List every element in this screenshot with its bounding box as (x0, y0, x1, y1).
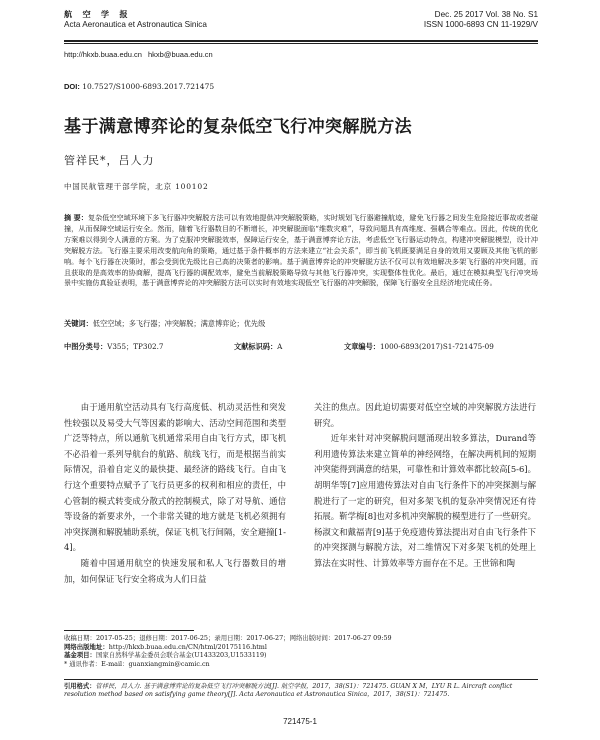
citation-rule (64, 679, 538, 680)
author-affiliation: 中国民航管理干部学院，北京 100102 (64, 182, 209, 191)
keywords-label: 关键词： (64, 319, 93, 328)
body-paragraph: 近年来针对冲突解脱问题涌现出较多算法，Durand等利用遗传算法来建立简单的神经网络，在解决两机间的短期冲突能得到满意的结果，可靠性和计算效率都比较高[5-6]。胡明华等[7]应用遗传算法对自由飞行条件下的冲突探测与解脱进行了一定的研究，但对多架飞机的复杂冲突情况还有待拓展。靳学梅[8]也对多机冲突解脱的模型进行了一些研究。杨淑文和戴福青[9]基于免疫遗传算法提出对自由飞行条件下的冲突探测与解脱方法，对二维情况下对多架飞机的处理上算法在实时性、计算效率等方面存在不足。王世锦和陶 (314, 433, 536, 568)
abstract-label: 摘 要： (64, 213, 88, 222)
citation-text: 管祥民，吕人力. 基于满意博弈论的复杂低空飞行冲突解脱方法[J]. 航空学报，2017，38(S1)：721475. GUAN X M，LYU R L. Aircraft conflict resolution method based on satisfying game theory[J]. Acta Aeronautica et Astronautica Sinica，2017，38(S1)：721475. (64, 683, 513, 699)
issn-cn-codes: ISSN 1000-6893 CN 11-1929/V (423, 20, 538, 29)
journal-website-link[interactable]: http://hkxb.buaa.edu.cn (64, 50, 142, 59)
page-number: 721475-1 (283, 717, 317, 726)
abstract-text: 复杂低空空域环境下多飞行器冲突解脱方法可以有效地提供冲突解脱策略，实时规划飞行器避撞航迹，避免飞行器之间发生危险接近事故或者碰撞，从而保障空域运行安全。然而，随着飞行器数目的不断增长，冲突解脱面临“维数灾难”，导致问题具有高维度、强耦合等难点。因此，传统的优化方案难以得到令人满意的方案。为了克服冲突解脱效率，保障运行安全，基于满意博弈论方法，考虑低空飞行器运动特点，构建冲突解脱模型，设计冲突解脱方法。飞行器主要采用改变航向角的策略，通过基于条件概率的方法来建立“社会关系”，即当前飞机既要满足自身的效用又要顾及其他飞机的影响。每个飞行器在决策时，都会受到优先级比自己高的决策者的影响。基于满意博弈论的冲突解脱方法不仅可以有效地解决多架飞行器的冲突问题，而且获取的是高效率的协商解，提高飞行器的调配效率，避免当前解脱策略导致与其他飞行器冲突，实现整体性优化。最后，通过在模拟典型飞行冲突场景中实施仿真验证表明，基于满意博弈论的冲突解脱方法可以实时有效地实现低空飞行器的冲突解脱，保障飞行器安全且经济地完成任务。 (64, 213, 538, 288)
journal-name-en: Acta Aeronautica et Astronautica Sinica (64, 20, 207, 29)
citation-label: 引用格式： (64, 683, 96, 690)
issue-date-volume: Dec. 25 2017 Vol. 38 No. S1 (434, 10, 538, 19)
journal-email-link[interactable]: hkxb@buaa.edu.cn (147, 50, 213, 59)
body-paragraph: 由于通用航空活动具有飞行高度低、机动灵活性和突发性较强以及易受大气等因素的影响大、活动空间范围和类型广泛等特点，所以通航飞机通常采用自由飞行方式，即飞机不必沿着一系列导航台的航路、航线飞行，而是根据当前实际情况，沿着自定义的最快捷、最经济的路线飞行。自由飞行这个重要特点赋予了飞行员更多的权利和相应的责任，中心管制的模式转变成分散式的控制模式，除了对导航、通信等设备的新要求外，一个非常关键的地方就是飞机必须拥有冲突探测和解脱辅助系统，保证飞机飞行间隔，安全避撞[1-4]。 (64, 402, 286, 553)
fund-project: 基金项目：国家自然科学基金委员会联合基金(U1433203,U1533119) (64, 651, 267, 660)
header-rule-thick (64, 40, 538, 42)
body-paragraph: 随着中国通用航空的快速发展和私人飞行器数目的增加，如何保证飞行安全将成为人们日益 (64, 557, 286, 584)
received-dates: 收稿日期：2017-05-25；退修日期：2017-06-25；录用日期：2017-06-27；网络出版时间：2017-06-27 09:59 (64, 634, 392, 642)
paper-title: 基于满意博弈论的复杂低空飞行冲突解脱方法 (64, 117, 412, 137)
paper-authors: 管祥民*，吕人力 (64, 154, 155, 167)
abstract (64, 213, 538, 289)
body-column-left (64, 400, 286, 587)
journal-header (64, 10, 538, 30)
article-number: 文章编号：1000-6893(2017)S1-721475-09 (344, 342, 494, 351)
footnote-rule (64, 630, 194, 631)
header-rule-thin (64, 43, 538, 44)
doi-label: DOI: (64, 82, 80, 91)
keywords (64, 319, 265, 329)
citation-format (64, 683, 538, 700)
keywords-text: 低空空域；多飞行器；冲突解脱；满意博弈论；优先级 (92, 319, 266, 328)
journal-name-cn: 航 空 学 报 (64, 10, 132, 19)
doi-line (64, 82, 214, 91)
web-address-link[interactable]: http://hkxb.buaa.edu.cn/CN/html/20175116.html (108, 642, 267, 651)
footnotes (64, 634, 538, 668)
corresponding-author: * 通讯作者：E-mail：guanxiangmin@camic.cn (64, 659, 210, 668)
document-code: 文献标识码：A (234, 342, 283, 351)
body-paragraph: 关注的焦点。因此迫切需要对低空空域的冲突解脱方法进行研究。 (314, 402, 536, 428)
journal-urls (64, 50, 213, 59)
doi-value[interactable]: 10.7527/S1000-6893.2017.721475 (82, 82, 215, 91)
clc-number: 中图分类号：V355；TP302.7 (64, 342, 164, 351)
web-address: 网络出版地址：http://hkxb.buaa.edu.cn/CN/html/20175116.html (64, 642, 267, 651)
body-column-right (314, 400, 536, 572)
